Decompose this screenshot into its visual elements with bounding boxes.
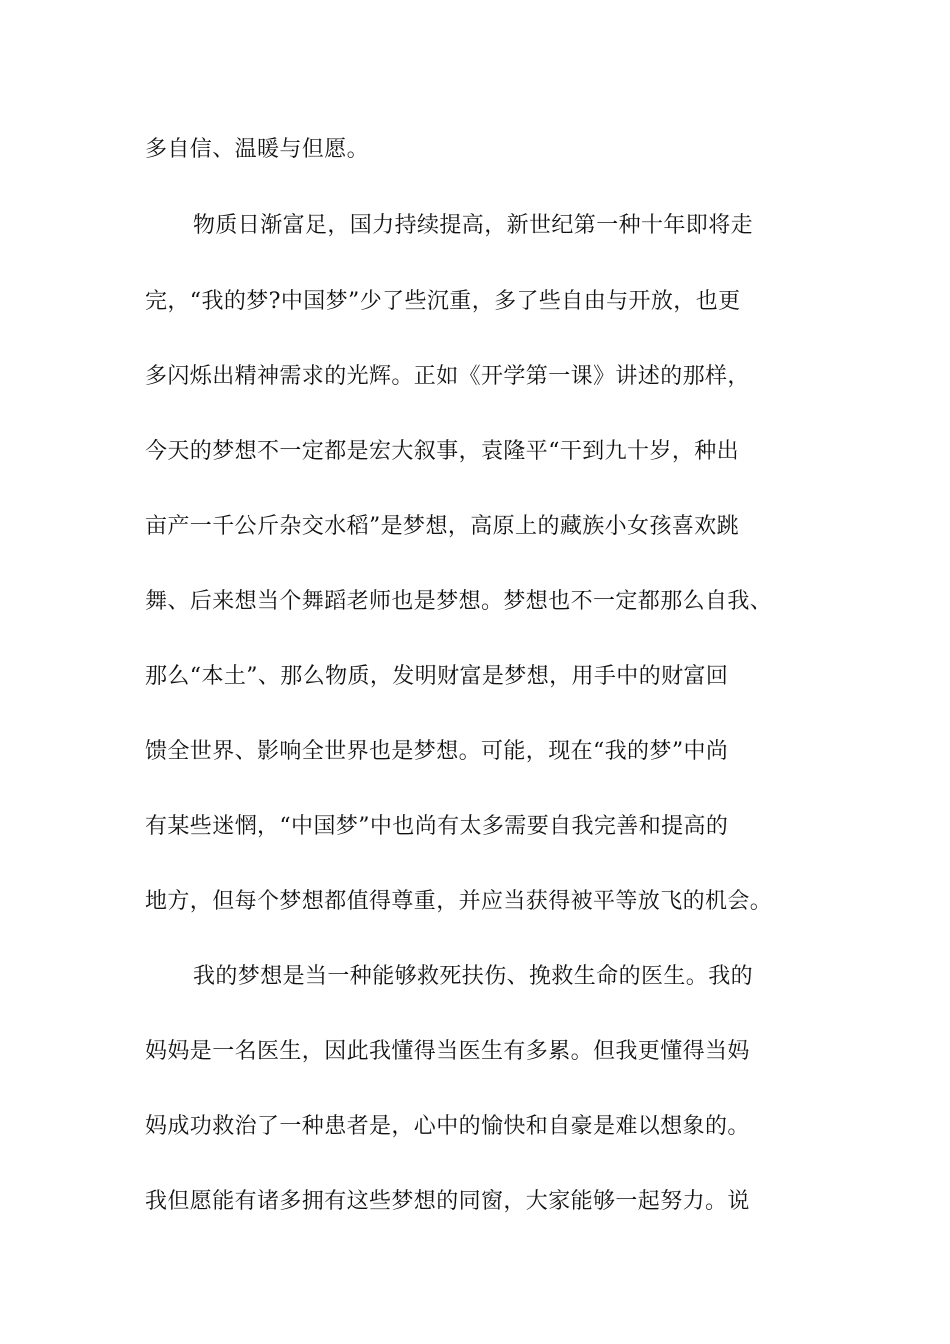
text-line: 地方，但每个梦想都值得尊重，并应当获得被平等放飞的机会。 [145,889,773,914]
text-line: 多闪烁出精神需求的光辉。正如《开学第一课》讲述的那样， [145,364,750,389]
text-line: 多自信、温暖与但愿。 [145,137,370,162]
text-line: 亩产一千公斤杂交水稻”是梦想，高原上的藏族小女孩喜欢跳 [145,514,740,539]
text-line: 有某些迷惘，“中国梦”中也尚有太多需要自我完善和提高的 [145,814,729,839]
paragraph-start-line: 我的梦想是当一种能够救死扶伤、挽救生命的医生。我的 [193,964,754,989]
text-line: 妈妈是一名医生，因此我懂得当医生有多累。但我更懂得当妈 [145,1039,750,1064]
text-line: 馈全世界、影响全世界也是梦想。可能，现在“我的梦”中尚 [145,739,729,764]
text-line: 今天的梦想不一定都是宏大叙事，袁隆平“干到九十岁，种出 [145,439,740,464]
text-line: 妈成功救治了一种患者是，心中的愉快和自豪是难以想象的。 [145,1114,750,1139]
paragraph-start-line: 物质日渐富足，国力持续提高，新世纪第一种十年即将走 [193,213,754,238]
text-line: 完，“我的梦?中国梦”少了些沉重，多了些自由与开放，也更 [145,289,741,314]
text-line: 舞、后来想当个舞蹈老师也是梦想。梦想也不一定都那么自我、 [145,589,773,614]
text-line: 那么“本土”、那么物质，发明财富是梦想，用手中的财富回 [145,664,729,689]
text-line: 我但愿能有诸多拥有这些梦想的同窗，大家能够一起努力。说 [145,1189,750,1214]
